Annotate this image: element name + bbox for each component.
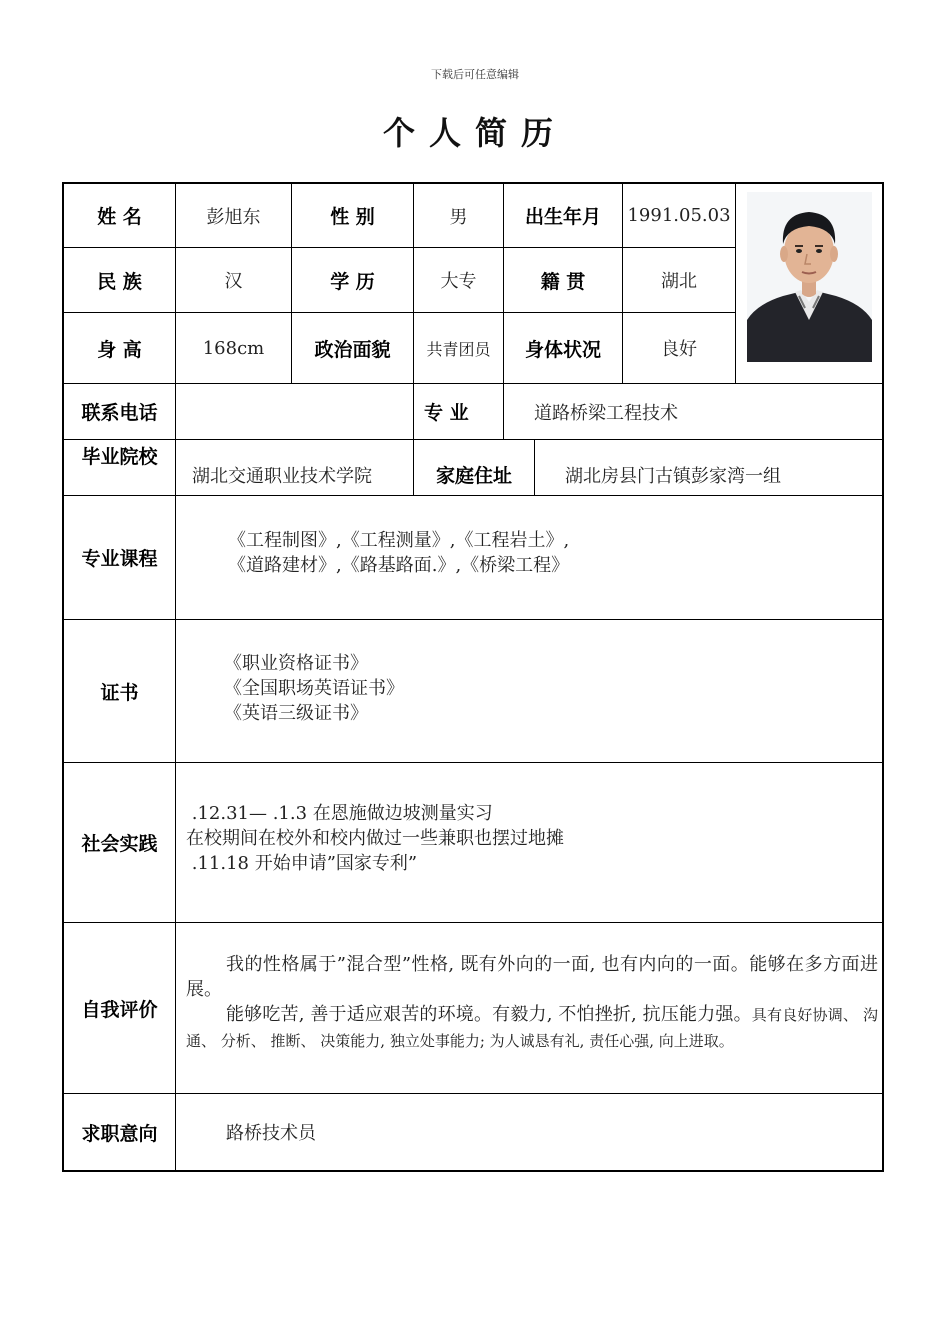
birth-label: 出生年月 [504,184,623,248]
objective-value: 路桥技术员 [226,1123,316,1144]
health-label: 身体状况 [504,313,623,384]
education-label: 学 历 [292,248,414,313]
practice-content [176,763,882,923]
certificates-label: 证书 [64,620,176,763]
self-eval-tail-text: 具有良好协调、 沟通、 分析、 推断、 决策能力, 独立处事能力; 为人诚恳有礼, 责任心强, 向上进取。 [186,1006,879,1050]
photo-cell [736,184,882,384]
political-label: 政治面貌 [292,313,414,384]
ethnicity-label: 民 族 [64,248,176,313]
certificate-item: 《职业资格证书》 [224,652,368,674]
school-label: 毕业院校 [64,440,176,496]
course-line: 《道路建材》,《路基路面.》,《桥梁工程》 [228,554,570,576]
practice-label: 社会实践 [64,763,176,923]
school-value: 湖北交通职业技术学院 [176,440,414,496]
hometown-label: 籍 贯 [504,248,623,313]
health-value: 良好 [623,313,736,384]
practice-item: .12.31— .1.3 在恩施做边坡测量实习 [186,803,493,824]
self-eval-content [176,923,882,1094]
header-note: 下载后可任意编辑 [431,68,519,81]
objective-label: 求职意向 [64,1094,176,1170]
certificates-content [176,620,882,763]
gender-value: 男 [414,184,504,248]
birth-value: 1991.05.03 [623,184,736,248]
height-value: 168cm [176,313,292,384]
gender-label: 性 别 [292,184,414,248]
name-label: 姓 名 [64,184,176,248]
education-value: 大专 [414,248,504,313]
major-label: 专 业 [414,384,504,440]
major-value: 道路桥梁工程技术 [504,384,882,440]
self-eval-label: 自我评价 [64,923,176,1094]
courses-content [176,496,882,620]
self-eval-main-text: 能够吃苦, 善于适应艰苦的环境。有毅力, 不怕挫折, 抗压能力强。 [226,1004,752,1025]
self-eval-paragraph: 我的性格属于”混合型”性格, 既有外向的一面, 也有内向的一面。能够在多方面进展。 [186,954,878,1000]
resume-table [62,182,884,1172]
certificate-item: 《全国职场英语证书》 [224,677,404,699]
name-value: 彭旭东 [176,184,292,248]
certificate-item: 《英语三级证书》 [224,702,368,724]
portrait-photo [747,192,872,362]
phone-label: 联系电话 [64,384,176,440]
address-value: 湖北房县门古镇彭家湾一组 [535,440,882,496]
hometown-value: 湖北 [623,248,736,313]
course-line: 《工程制图》,《工程测量》,《工程岩土》, [228,529,570,551]
address-label: 家庭住址 [414,440,535,496]
practice-item: 在校期间在校外和校内做过一些兼职也摆过地摊 [186,828,564,849]
ethnicity-value: 汉 [176,248,292,313]
height-label: 身 高 [64,313,176,384]
political-value: 共青团员 [414,313,504,384]
phone-value [176,384,414,440]
courses-label: 专业课程 [64,496,176,620]
practice-item: .11.18 开始申请”国家专利” [186,853,418,874]
page-title: 个人简历 [382,114,567,152]
self-eval-paragraph [186,1002,878,1054]
